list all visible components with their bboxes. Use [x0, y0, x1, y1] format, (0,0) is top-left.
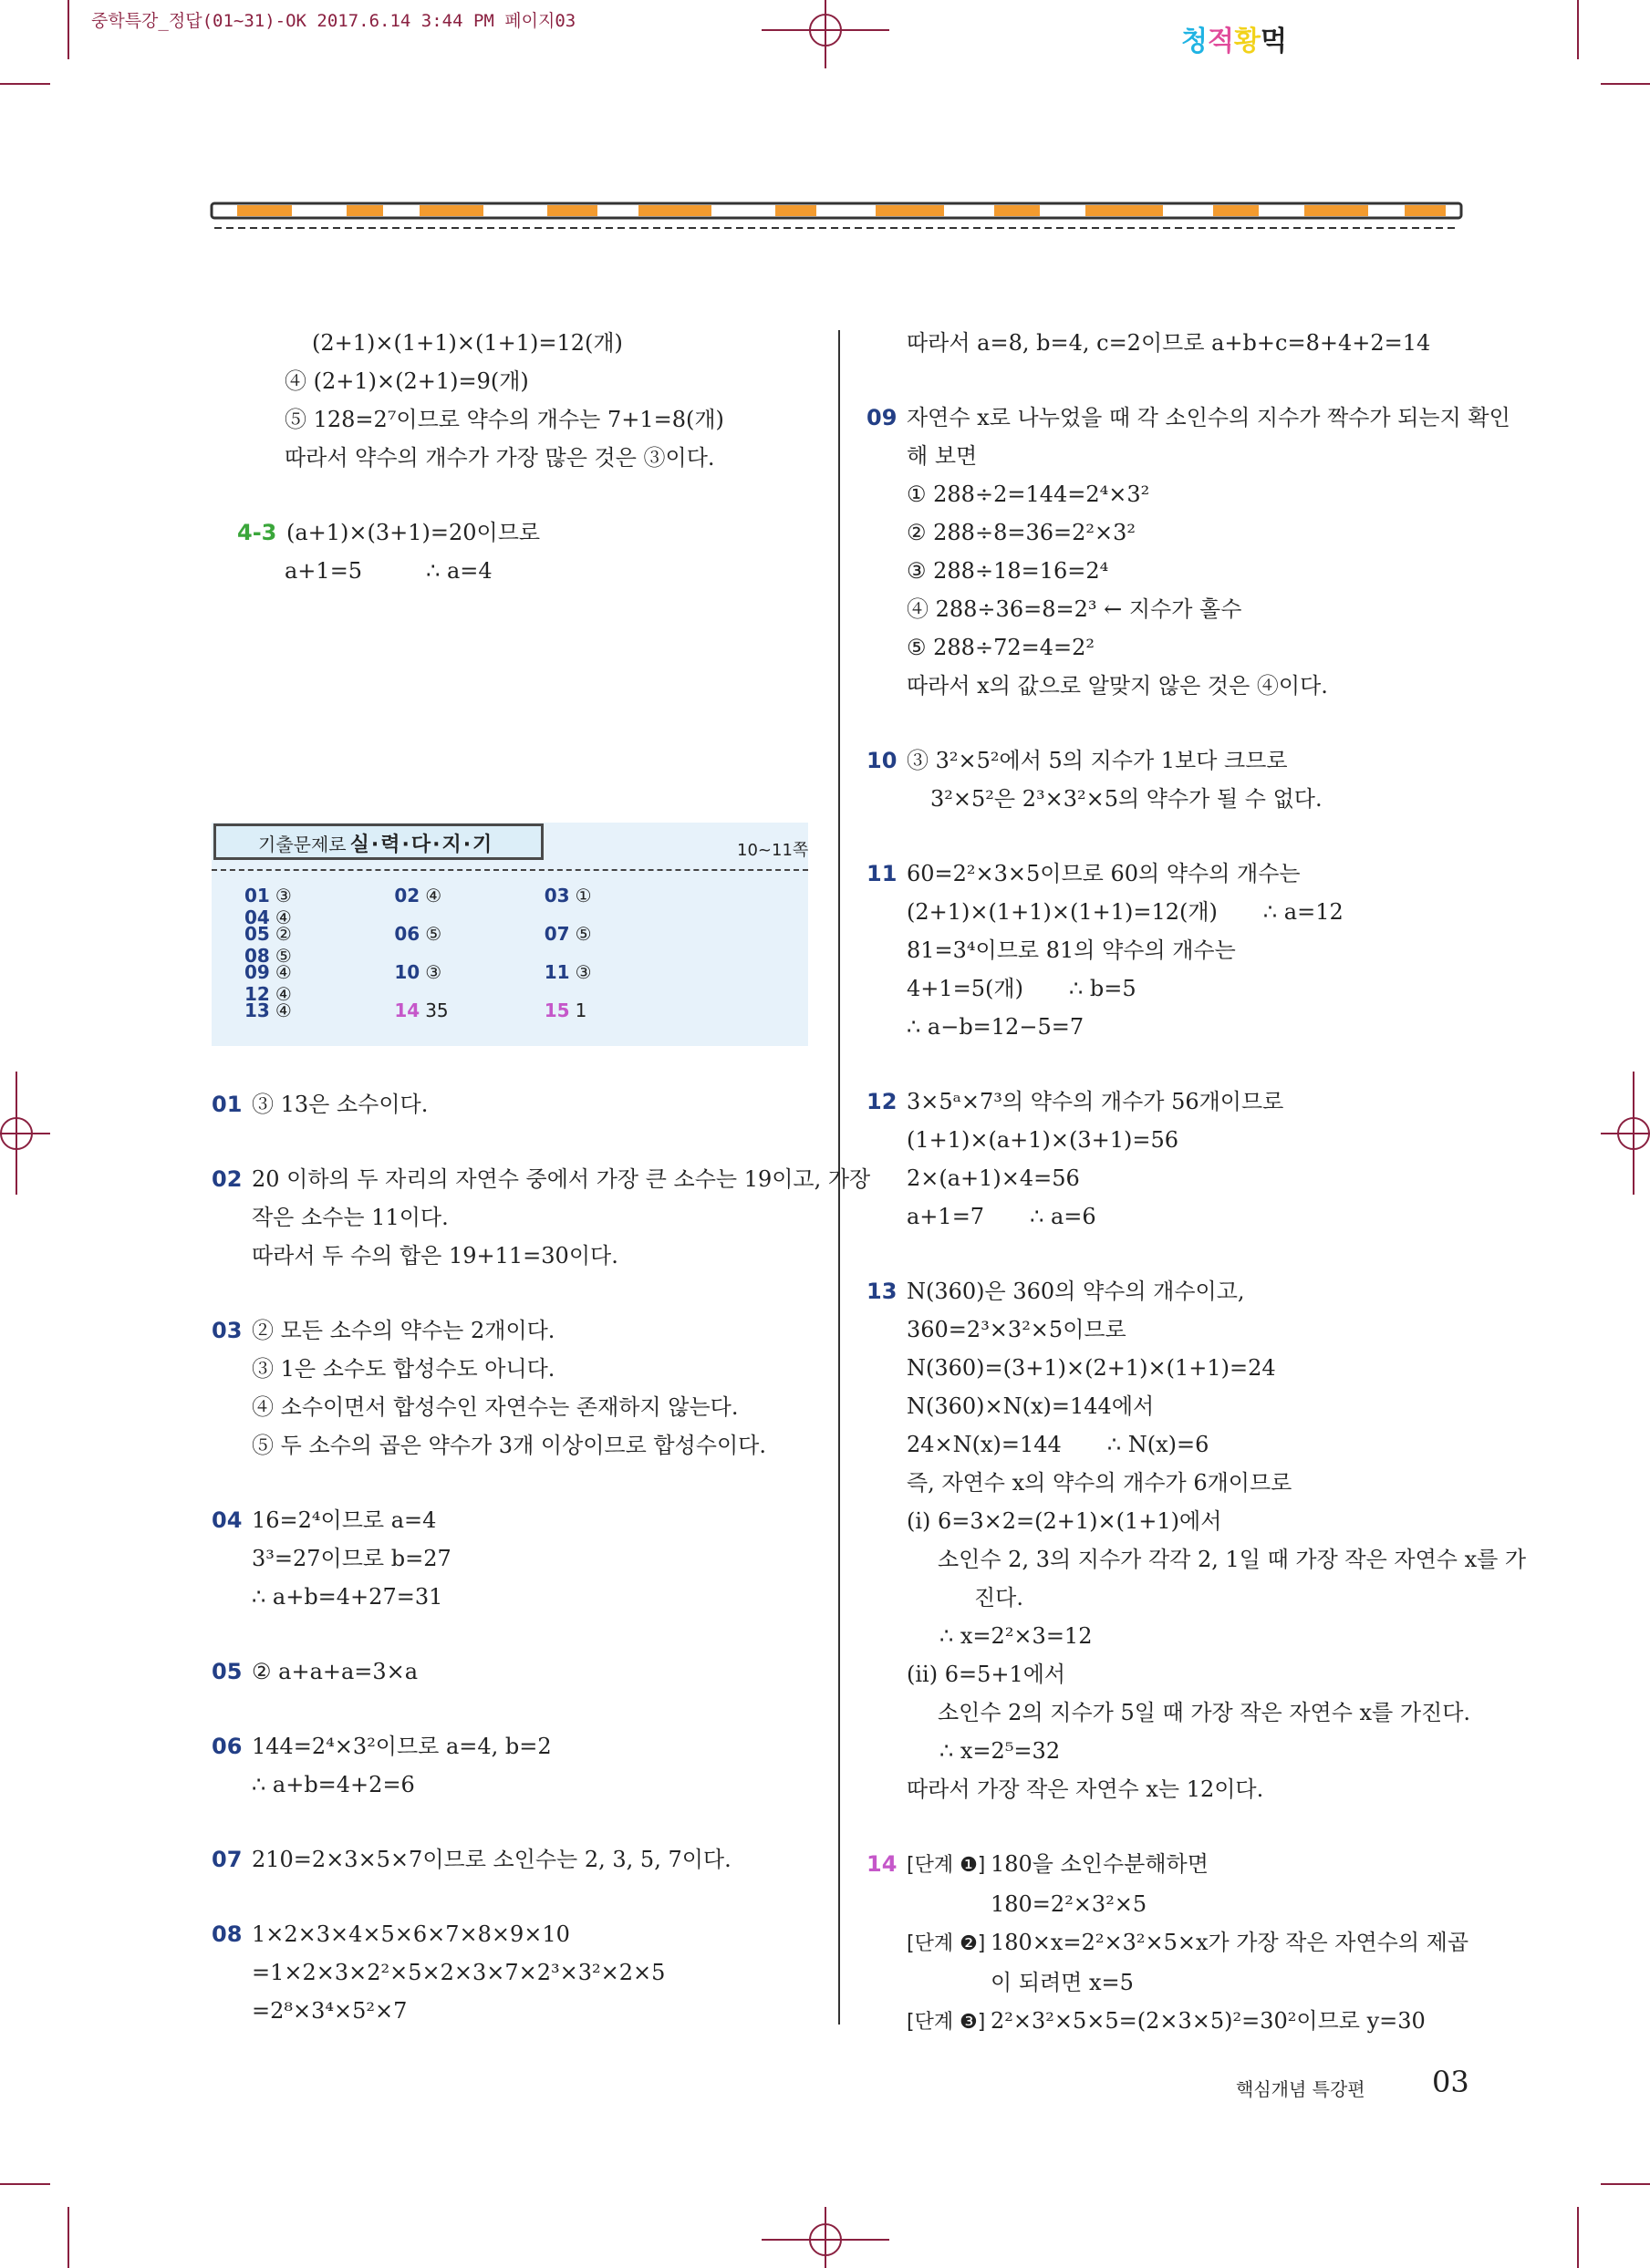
answer-row	[244, 961, 828, 1005]
text-line: ⑤ 두 소수의 곱은 약수가 3개 이상이므로 합성수이다.	[252, 1433, 766, 1458]
problem-number: 07	[212, 1847, 243, 1872]
text-line: 3³=27이므로 b=27	[252, 1546, 451, 1571]
text-line: ∴ x=2²×3=12	[939, 1623, 1093, 1649]
problem-number: 02	[212, 1166, 243, 1192]
text-line: ③ 13은 소수이다.	[252, 1092, 429, 1117]
text-line: ∴ N(x)=6	[1106, 1432, 1209, 1457]
answer-cell: 02 ④	[394, 885, 442, 906]
text-line: ∴ x=2⁵=32	[939, 1738, 1061, 1764]
text-line: =2⁸×3⁴×5²×7	[252, 1998, 408, 2024]
text-line: 24×N(x)=144	[907, 1432, 1062, 1457]
text-line: ∴ a=12	[1262, 899, 1344, 925]
right-column	[867, 324, 1527, 2042]
text-line: ∴ a+b=4+27=31	[252, 1584, 443, 1610]
text-line: ∴ a=6	[1030, 1204, 1096, 1229]
text-line: 180을 소인수분해하면	[991, 1851, 1209, 1877]
text-line: 2²×3²×5×5=(2×3×5)²=30²이므로 y=30	[991, 2008, 1426, 2034]
problem-number: 13	[867, 1279, 898, 1304]
answer-box-pages: 10~11쪽	[737, 841, 809, 860]
text-line: ③ 1은 소수도 합성수도 아니다.	[252, 1356, 555, 1382]
problem-number: 05	[212, 1659, 243, 1684]
answer-cell: 05 ②	[244, 923, 292, 945]
answer-row	[244, 999, 828, 1038]
brand-char-4: 먹	[1260, 26, 1287, 57]
answer-cell: 01 ③	[244, 885, 292, 906]
text-line: 따라서 x의 값으로 알맞지 않은 것은 ④이다.	[907, 673, 1328, 699]
problem-number: 4-3	[237, 520, 277, 545]
text-line: 따라서 a=8, b=4, c=2이므로 a+b+c=8+4+2=14	[907, 330, 1431, 356]
text-line: a+1=7	[907, 1204, 985, 1229]
text-line: (2+1)×(1+1)×(1+1)=12(개)	[312, 330, 623, 356]
text-line: ② a+a+a=3×a	[252, 1659, 419, 1684]
text-line: ∴ a−b=12−5=7	[907, 1014, 1084, 1040]
text-line: 1×2×3×4×5×6×7×8×9×10	[252, 1921, 570, 1947]
text-line: 따라서 약수의 개수가 가장 많은 것은 ③이다.	[285, 445, 715, 471]
answer-row	[244, 923, 828, 967]
text-line: ② 288÷8=36=2²×3²	[907, 520, 1136, 545]
answer-grid	[244, 885, 828, 1038]
text-line: ∴ a=4	[426, 558, 493, 584]
left-column-top	[212, 324, 814, 590]
answer-cell: 12 ④	[244, 983, 292, 1005]
brand-char-3: 황	[1233, 26, 1261, 57]
text-line: ⑤ 128=2⁷이므로 약수의 개수는 7+1=8(개)	[285, 407, 724, 432]
text-line: N(360)은 360의 약수의 개수이고,	[907, 1279, 1245, 1304]
problem-number: 09	[867, 405, 898, 430]
text-line: 180=2²×3²×5	[991, 1891, 1147, 1917]
answer-cell: 06 ⑤	[394, 923, 442, 945]
text-line: ⑤ 288÷72=4=2²	[907, 635, 1095, 660]
page-number: 03	[1432, 2065, 1469, 2099]
text-line: (i) 6=3×2=(2+1)×(1+1)에서	[907, 1508, 1222, 1534]
brand-logo	[1181, 18, 1287, 58]
problem-number: 03	[212, 1318, 243, 1343]
brand-char-2: 적	[1207, 26, 1234, 57]
answer-cell: 14 35	[394, 999, 449, 1021]
text-line: N(360)×N(x)=144에서	[907, 1393, 1155, 1419]
answer-cell: 03 ①	[544, 885, 592, 906]
text-line: 진다.	[974, 1585, 1023, 1610]
decorative-banner	[210, 199, 1464, 235]
text-line: (1+1)×(a+1)×(3+1)=56	[907, 1127, 1179, 1153]
text-line: ② 모든 소수의 약수는 2개이다.	[252, 1318, 555, 1343]
problem-number: 12	[867, 1089, 898, 1114]
text-line: 4+1=5(개)	[907, 976, 1023, 1001]
answer-cell: 09 ④	[244, 961, 292, 983]
text-line: a+1=5	[285, 558, 363, 584]
text-line: ∴ b=5	[1068, 976, 1136, 1001]
answer-row	[244, 885, 828, 928]
left-column-solutions	[212, 1085, 871, 2030]
answer-cell: 10 ③	[394, 961, 442, 983]
text-line: 16=2⁴이므로 a=4	[252, 1507, 437, 1533]
answer-box-title-small: 기출문제로	[258, 834, 347, 855]
text-line: 144=2⁴×3²이므로 a=4, b=2	[252, 1734, 552, 1759]
text-line: (a+1)×(3+1)=20이므로	[286, 520, 541, 545]
print-file-info: 중학특강_정답(01~31)-OK 2017.6.14 3:44 PM 페이지03	[91, 11, 576, 31]
text-line: 20 이하의 두 자리의 자연수 중에서 가장 큰 소수는 19이고, 가장	[252, 1166, 871, 1192]
problem-number: 11	[867, 861, 898, 886]
text-line: =1×2×3×2²×5×2×3×7×2³×3²×2×5	[252, 1960, 666, 1985]
problem-number: 10	[867, 748, 898, 773]
text-line: 이 되려면 x=5	[991, 1970, 1134, 1995]
text-line: 해 보면	[907, 443, 978, 469]
answer-box-title	[213, 823, 544, 860]
answer-cell: 13 ④	[244, 999, 292, 1021]
problem-number: 01	[212, 1092, 243, 1117]
problem-number: 14	[867, 1851, 898, 1877]
text-line: ④ (2+1)×(2+1)=9(개)	[285, 368, 529, 394]
step-label: [단계 ❷]	[907, 1932, 986, 1955]
text-line: 180×x=2²×3²×5×x가 가장 작은 자연수의 제곱	[991, 1930, 1469, 1955]
text-line: 60=2²×3×5이므로 60의 약수의 개수는	[907, 861, 1301, 886]
answer-box-dash	[212, 869, 808, 871]
footer-title: 핵심개념 특강편	[1236, 2078, 1365, 2100]
text-line: ③ 288÷18=16=2⁴	[907, 558, 1109, 584]
text-line: (ii) 6=5+1에서	[907, 1662, 1066, 1687]
text-line: ① 288÷2=144=2⁴×3²	[907, 482, 1150, 507]
text-line: (2+1)×(1+1)×(1+1)=12(개)	[907, 899, 1218, 925]
answer-cell: 11 ③	[544, 961, 592, 983]
text-line: 따라서 두 수의 합은 19+11=30이다.	[252, 1243, 618, 1269]
text-line: 210=2×3×5×7이므로 소인수는 2, 3, 5, 7이다.	[252, 1847, 732, 1872]
problem-number: 08	[212, 1921, 243, 1947]
text-line: N(360)=(3+1)×(2+1)×(1+1)=24	[907, 1355, 1276, 1381]
text-line: 81=3⁴이므로 81의 약수의 개수는	[907, 937, 1236, 963]
text-line: ④ 288÷36=8=2³ ← 지수가 홀수	[907, 596, 1242, 622]
answer-cell: 08 ⑤	[244, 945, 292, 967]
step-label: [단계 ❸]	[907, 2011, 986, 2034]
text-line: 자연수 x로 나누었을 때 각 소인수의 지수가 짝수가 되는지 확인	[907, 405, 1510, 430]
step-label: [단계 ❶]	[907, 1854, 986, 1877]
text-line: 소인수 2, 3의 지수가 각각 2, 1일 때 가장 작은 자연수 x를 가	[938, 1547, 1527, 1572]
problem-number: 06	[212, 1734, 243, 1759]
text-line: 따라서 가장 작은 자연수 x는 12이다.	[907, 1776, 1264, 1802]
text-line: 2×(a+1)×4=56	[907, 1165, 1080, 1191]
text-line: 3²×5²은 2³×3²×5의 약수가 될 수 없다.	[930, 786, 1323, 812]
text-line: ∴ a+b=4+2=6	[252, 1772, 415, 1797]
text-line: ④ 소수이면서 합성수인 자연수는 존재하지 않는다.	[252, 1394, 739, 1420]
text-line: 즉, 자연수 x의 약수의 개수가 6개이므로	[907, 1470, 1292, 1496]
answer-cell: 07 ⑤	[544, 923, 592, 945]
text-line: 소인수 2의 지수가 5일 때 가장 작은 자연수 x를 가진다.	[938, 1700, 1471, 1725]
brand-char-1: 청	[1181, 26, 1208, 57]
answer-box-title-main: 실·력·다·지·기	[349, 834, 494, 856]
problem-number: 04	[212, 1507, 243, 1533]
text-line: 360=2³×3²×5이므로	[907, 1317, 1126, 1342]
text-line: 작은 소수는 11이다.	[252, 1205, 449, 1230]
answer-cell: 04 ④	[244, 906, 292, 928]
text-line: 3×5ᵃ×7³의 약수의 개수가 56개이므로	[907, 1089, 1284, 1114]
answer-cell: 15 1	[544, 999, 587, 1021]
text-line: ③ 3²×5²에서 5의 지수가 1보다 크므로	[907, 748, 1288, 773]
